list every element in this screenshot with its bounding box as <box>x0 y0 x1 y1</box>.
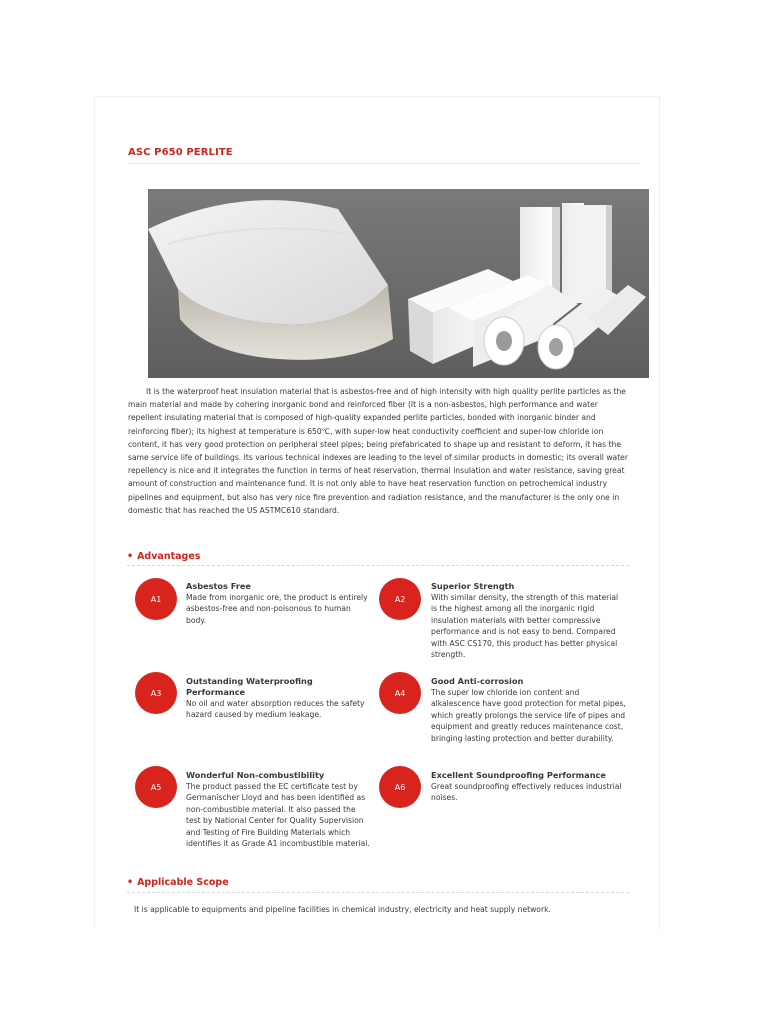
advantages-heading-label: Advantages <box>137 551 201 562</box>
badge-a4: A4 <box>379 672 421 714</box>
scope-text: It is applicable to equipments and pipeline facilities in chemical industry, electricity and heat supply network. <box>134 905 551 914</box>
advantage-item <box>186 581 371 626</box>
badge-a1: A1 <box>135 578 177 620</box>
advantage-body: The super low chloride ion content and alkalescence have good protection for metal pipes, which greatly prolongs the service life of pipes and equipment and greatly reduces maintenance cost, bringing lasting protection and better durability. <box>431 688 626 743</box>
advantage-body: No oil and water absorption reduces the safety hazard caused by medium leakage. <box>186 699 365 720</box>
advantage-title: Outstanding Waterproofing Performance <box>186 676 313 697</box>
scope-heading <box>127 877 229 888</box>
advantage-title: Excellent Soundproofing Performance <box>431 770 606 780</box>
scope-divider <box>127 892 629 893</box>
page-title: ASC P650 PERLITE <box>128 147 233 158</box>
product-photo <box>148 189 649 378</box>
advantage-item <box>431 770 626 804</box>
badge-a6: A6 <box>379 766 421 808</box>
badge-a5: A5 <box>135 766 177 808</box>
advantage-item <box>431 676 626 744</box>
advantages-heading <box>127 551 200 562</box>
advantage-body: Made from inorganic ore, the product is entirely asbestos-free and non-poisonous to human body. <box>186 593 368 625</box>
bullet-icon: • <box>127 877 134 888</box>
advantages-divider <box>127 565 629 566</box>
title-divider <box>128 163 640 164</box>
advantage-title: Good Anti-corrosion <box>431 676 524 686</box>
intro-paragraph: It is the waterproof heat insulation material that is asbestos-free and of high intensity with high quality perlite particles as the main material and made by cohering inorganic bond and reinforced fiber (It is a non-asbestos, high performance and water repellent insulating material that is composed of high-quality expanded perlite particles, bonded with inorganic binder and reinforcing fiber); its highest at temperature is 650℃, with super-low heat conductivity coefficient and super-low chloride ion content, it has very good protection on peripheral steel pipes; being prefabricated to shape up and resistant to deform, it has the same service life of buildings. Its various technical indexes are leading to the level of similar products in domestic; its overall water repellency is nice and it integrates the function in terms of heat reservation, thermal insulation and water resistance, saving great amount of construction and maintenance fund. It is not only able to have heat reservation function on petrochemical industry pipelines and equipment, but also has very nice fire prevention and radiation resistance, and the manufacturer is the only one in domestic that has reached the US ASTMC610 standard. <box>128 387 628 515</box>
advantage-body: With similar density, the strength of this material is the highest among all the inorganic rigid insulation materials with better compressive performance and is not easy to bend. Compared with ASC CS170, this product has better physical strength. <box>431 593 619 660</box>
advantage-title: Superior Strength <box>431 581 515 591</box>
advantage-body: Great soundproofing effectively reduces industrial noises. <box>431 782 622 803</box>
advantage-body: The product passed the EC certificate test by Germanischer Lloyd and has been identified as non-combustible material. It also passed the test by National Center for Quality Supervision and Testing of Fire Building Materials which identifies it as Grade A1 incombustible material. <box>186 782 370 849</box>
advantage-item <box>186 770 371 849</box>
scope-heading-label: Applicable Scope <box>137 877 229 888</box>
advantage-title: Asbestos Free <box>186 581 251 591</box>
advantage-item <box>186 676 371 721</box>
badge-a3: A3 <box>135 672 177 714</box>
advantage-title: Wonderful Non-combustibility <box>186 770 325 780</box>
bullet-icon: • <box>127 551 134 562</box>
advantage-item <box>431 581 621 660</box>
badge-a2: A2 <box>379 578 421 620</box>
